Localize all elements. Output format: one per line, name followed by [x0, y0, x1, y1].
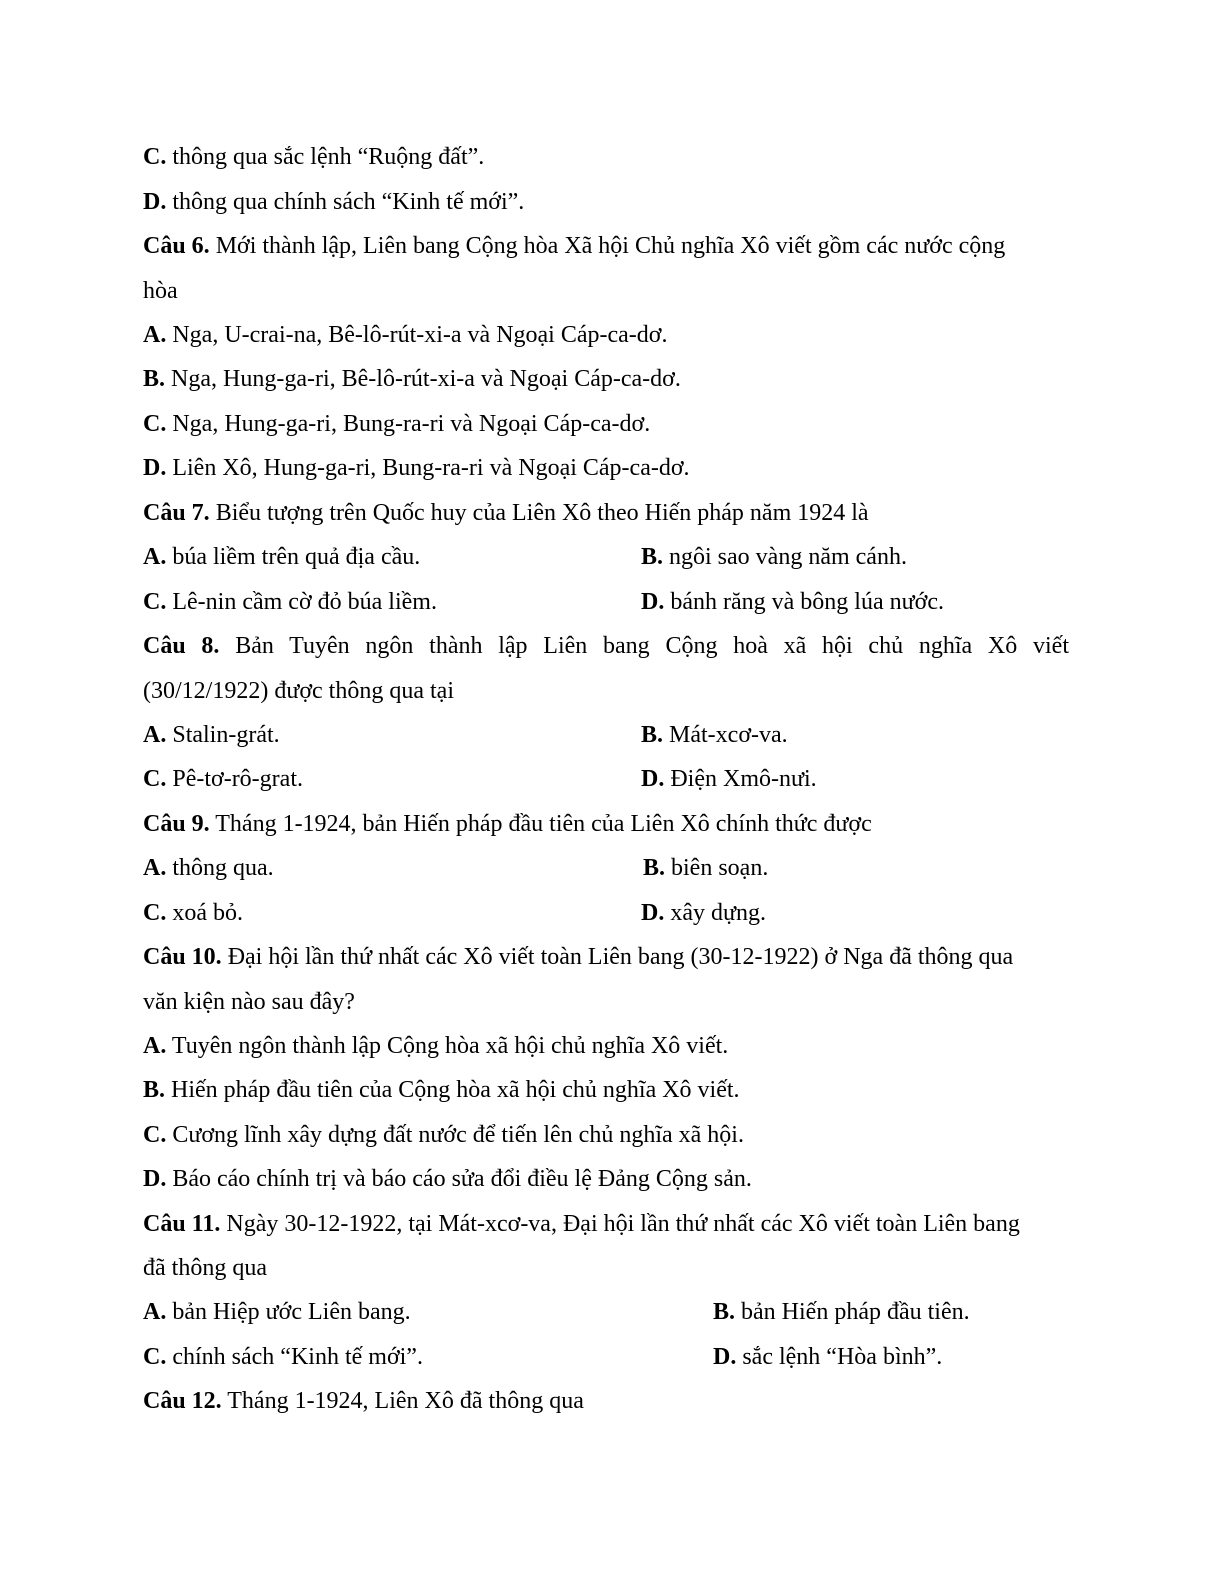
question-6-stem: Câu 6. Mới thành lập, Liên bang Cộng hòa Xã hội Chủ nghĩa Xô viết gồm các nước cộng	[143, 233, 1006, 259]
question-11-option-c: C. chính sách “Kinh tế mới”.	[143, 1344, 423, 1370]
question-10-option-d: D. Báo cáo chính trị và báo cáo sửa đổi điều lệ Đảng Cộng sản.	[143, 1166, 752, 1192]
question-11-option-d: D. sắc lệnh “Hòa bình”.	[713, 1344, 943, 1370]
question-12-stem: Câu 12. Tháng 1-1924, Liên Xô đã thông qua	[143, 1388, 584, 1414]
question-10-option-a: A. Tuyên ngôn thành lập Cộng hòa xã hội chủ nghĩa Xô viết.	[143, 1033, 729, 1059]
question-11-stem-continued: đã thông qua	[143, 1255, 267, 1281]
question-9-option-c: C. xoá bỏ.	[143, 900, 243, 926]
question-7-stem: Câu 7. Biểu tượng trên Quốc huy của Liên Xô theo Hiến pháp năm 1924 là	[143, 500, 869, 526]
question-7-option-c: C. Lê-nin cầm cờ đỏ búa liềm.	[143, 589, 437, 615]
question-7-option-d: D. bánh răng và bông lúa nước.	[641, 589, 944, 615]
option-c: C. thông qua sắc lệnh “Ruộng đất”.	[143, 144, 485, 170]
question-11-option-a: A. bản Hiệp ước Liên bang.	[143, 1299, 411, 1325]
question-8-stem-continued: (30/12/1922) được thông qua tại	[143, 678, 454, 704]
question-10-stem: Câu 10. Đại hội lần thứ nhất các Xô viết toàn Liên bang (30-12-1922) ở Nga đã thông qua	[143, 944, 1014, 970]
question-6-option-a: A. Nga, U-crai-na, Bê-lô-rút-xi-a và Ngoại Cáp-ca-dơ.	[143, 322, 668, 348]
question-9-option-b: B. biên soạn.	[643, 855, 769, 881]
question-6-stem-continued: hòa	[143, 278, 178, 304]
question-7-option-b: B. ngôi sao vàng năm cánh.	[641, 544, 907, 570]
question-11-option-b: B. bản Hiến pháp đầu tiên.	[713, 1299, 970, 1325]
question-10-stem-continued: văn kiện nào sau đây?	[143, 989, 355, 1015]
question-8-stem: Câu 8. Bản Tuyên ngôn thành lập Liên bang Cộng hoà xã hội chủ nghĩa Xô viết	[143, 633, 1069, 659]
question-7-option-a: A. búa liềm trên quả địa cầu.	[143, 544, 421, 570]
option-d: D. thông qua chính sách “Kinh tế mới”.	[143, 189, 525, 215]
question-6-option-d: D. Liên Xô, Hung-ga-ri, Bung-ra-ri và Ngoại Cáp-ca-dơ.	[143, 455, 690, 481]
question-8-option-a: A. Stalin-grát.	[143, 722, 280, 748]
question-9-stem: Câu 9. Tháng 1-1924, bản Hiến pháp đầu tiên của Liên Xô chính thức được	[143, 811, 872, 837]
question-6-option-b: B. Nga, Hung-ga-ri, Bê-lô-rút-xi-a và Ngoại Cáp-ca-dơ.	[143, 366, 681, 392]
question-6-option-c: C. Nga, Hung-ga-ri, Bung-ra-ri và Ngoại Cáp-ca-dơ.	[143, 411, 651, 437]
question-10-option-b: B. Hiến pháp đầu tiên của Cộng hòa xã hội chủ nghĩa Xô viết.	[143, 1077, 740, 1103]
question-8-option-d: D. Điện Xmô-nưi.	[641, 766, 817, 792]
question-10-option-c: C. Cương lĩnh xây dựng đất nước để tiến lên chủ nghĩa xã hội.	[143, 1122, 744, 1148]
question-8-option-c: C. Pê-tơ-rô-grat.	[143, 766, 303, 792]
question-9-option-a: A. thông qua.	[143, 855, 274, 881]
question-11-stem: Câu 11. Ngày 30-12-1922, tại Mát-xcơ-va, Đại hội lần thứ nhất các Xô viết toàn Liên bang	[143, 1211, 1020, 1237]
question-9-option-d: D. xây dựng.	[641, 900, 767, 926]
question-8-option-b: B. Mát-xcơ-va.	[641, 722, 788, 748]
